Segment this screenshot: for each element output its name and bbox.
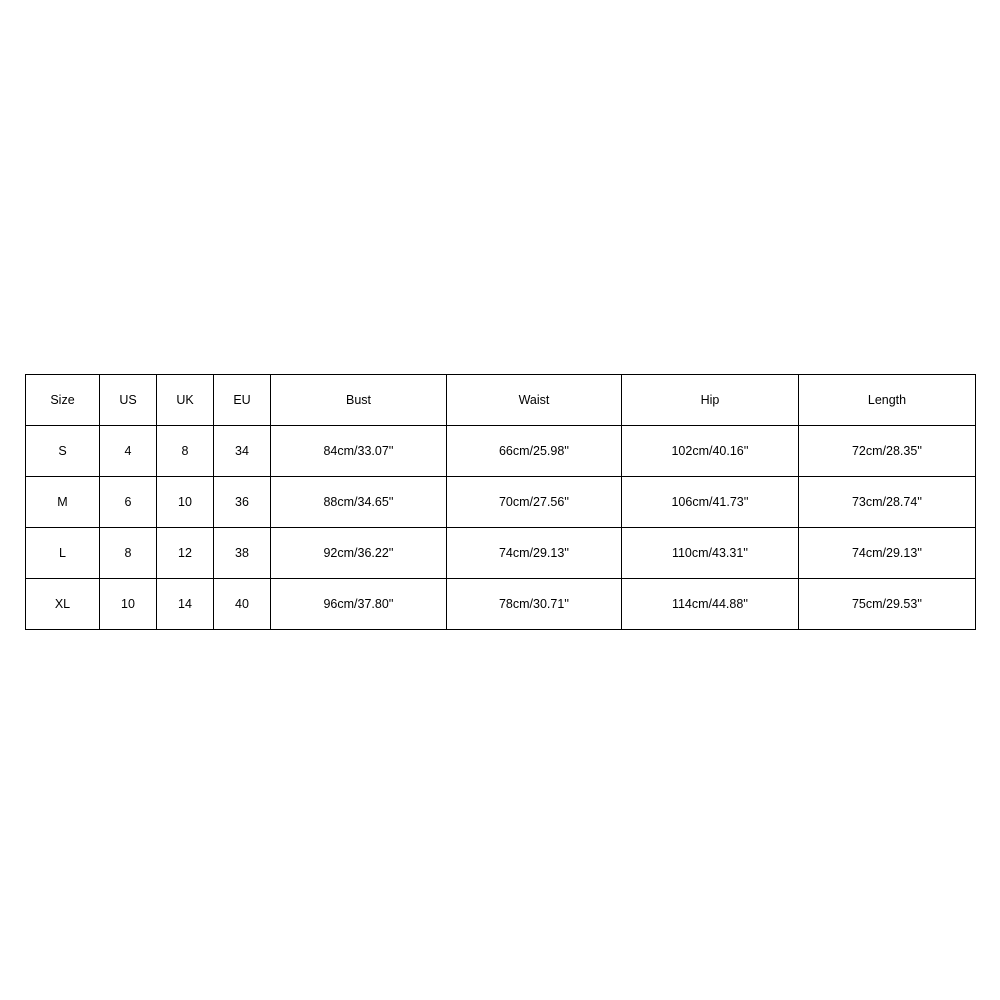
cell-uk: 14 bbox=[157, 579, 214, 630]
size-chart-table bbox=[25, 374, 976, 630]
cell-bust: 96cm/37.80'' bbox=[271, 579, 447, 630]
table-body bbox=[26, 426, 976, 630]
cell-hip: 110cm/43.31'' bbox=[622, 528, 799, 579]
column-header-size: Size bbox=[26, 375, 100, 426]
table-row bbox=[26, 528, 976, 579]
column-header-eu: EU bbox=[214, 375, 271, 426]
cell-us: 10 bbox=[100, 579, 157, 630]
cell-hip: 106cm/41.73'' bbox=[622, 477, 799, 528]
cell-length: 73cm/28.74'' bbox=[799, 477, 976, 528]
column-header-us: US bbox=[100, 375, 157, 426]
table-row bbox=[26, 579, 976, 630]
cell-waist: 66cm/25.98'' bbox=[447, 426, 622, 477]
cell-eu: 38 bbox=[214, 528, 271, 579]
cell-waist: 74cm/29.13'' bbox=[447, 528, 622, 579]
cell-size: L bbox=[26, 528, 100, 579]
cell-eu: 36 bbox=[214, 477, 271, 528]
cell-eu: 34 bbox=[214, 426, 271, 477]
cell-uk: 10 bbox=[157, 477, 214, 528]
cell-eu: 40 bbox=[214, 579, 271, 630]
cell-size: XL bbox=[26, 579, 100, 630]
cell-waist: 78cm/30.71'' bbox=[447, 579, 622, 630]
cell-us: 6 bbox=[100, 477, 157, 528]
table-header-row bbox=[26, 375, 976, 426]
size-chart-container bbox=[25, 374, 975, 630]
column-header-bust: Bust bbox=[271, 375, 447, 426]
table-row bbox=[26, 426, 976, 477]
cell-us: 8 bbox=[100, 528, 157, 579]
cell-uk: 12 bbox=[157, 528, 214, 579]
cell-size: S bbox=[26, 426, 100, 477]
cell-bust: 92cm/36.22'' bbox=[271, 528, 447, 579]
column-header-waist: Waist bbox=[447, 375, 622, 426]
cell-length: 74cm/29.13'' bbox=[799, 528, 976, 579]
column-header-hip: Hip bbox=[622, 375, 799, 426]
cell-bust: 88cm/34.65'' bbox=[271, 477, 447, 528]
cell-bust: 84cm/33.07'' bbox=[271, 426, 447, 477]
table-header bbox=[26, 375, 976, 426]
cell-hip: 102cm/40.16'' bbox=[622, 426, 799, 477]
table-row bbox=[26, 477, 976, 528]
column-header-length: Length bbox=[799, 375, 976, 426]
cell-length: 75cm/29.53'' bbox=[799, 579, 976, 630]
cell-waist: 70cm/27.56'' bbox=[447, 477, 622, 528]
cell-hip: 114cm/44.88'' bbox=[622, 579, 799, 630]
cell-us: 4 bbox=[100, 426, 157, 477]
column-header-uk: UK bbox=[157, 375, 214, 426]
cell-size: M bbox=[26, 477, 100, 528]
cell-uk: 8 bbox=[157, 426, 214, 477]
cell-length: 72cm/28.35'' bbox=[799, 426, 976, 477]
